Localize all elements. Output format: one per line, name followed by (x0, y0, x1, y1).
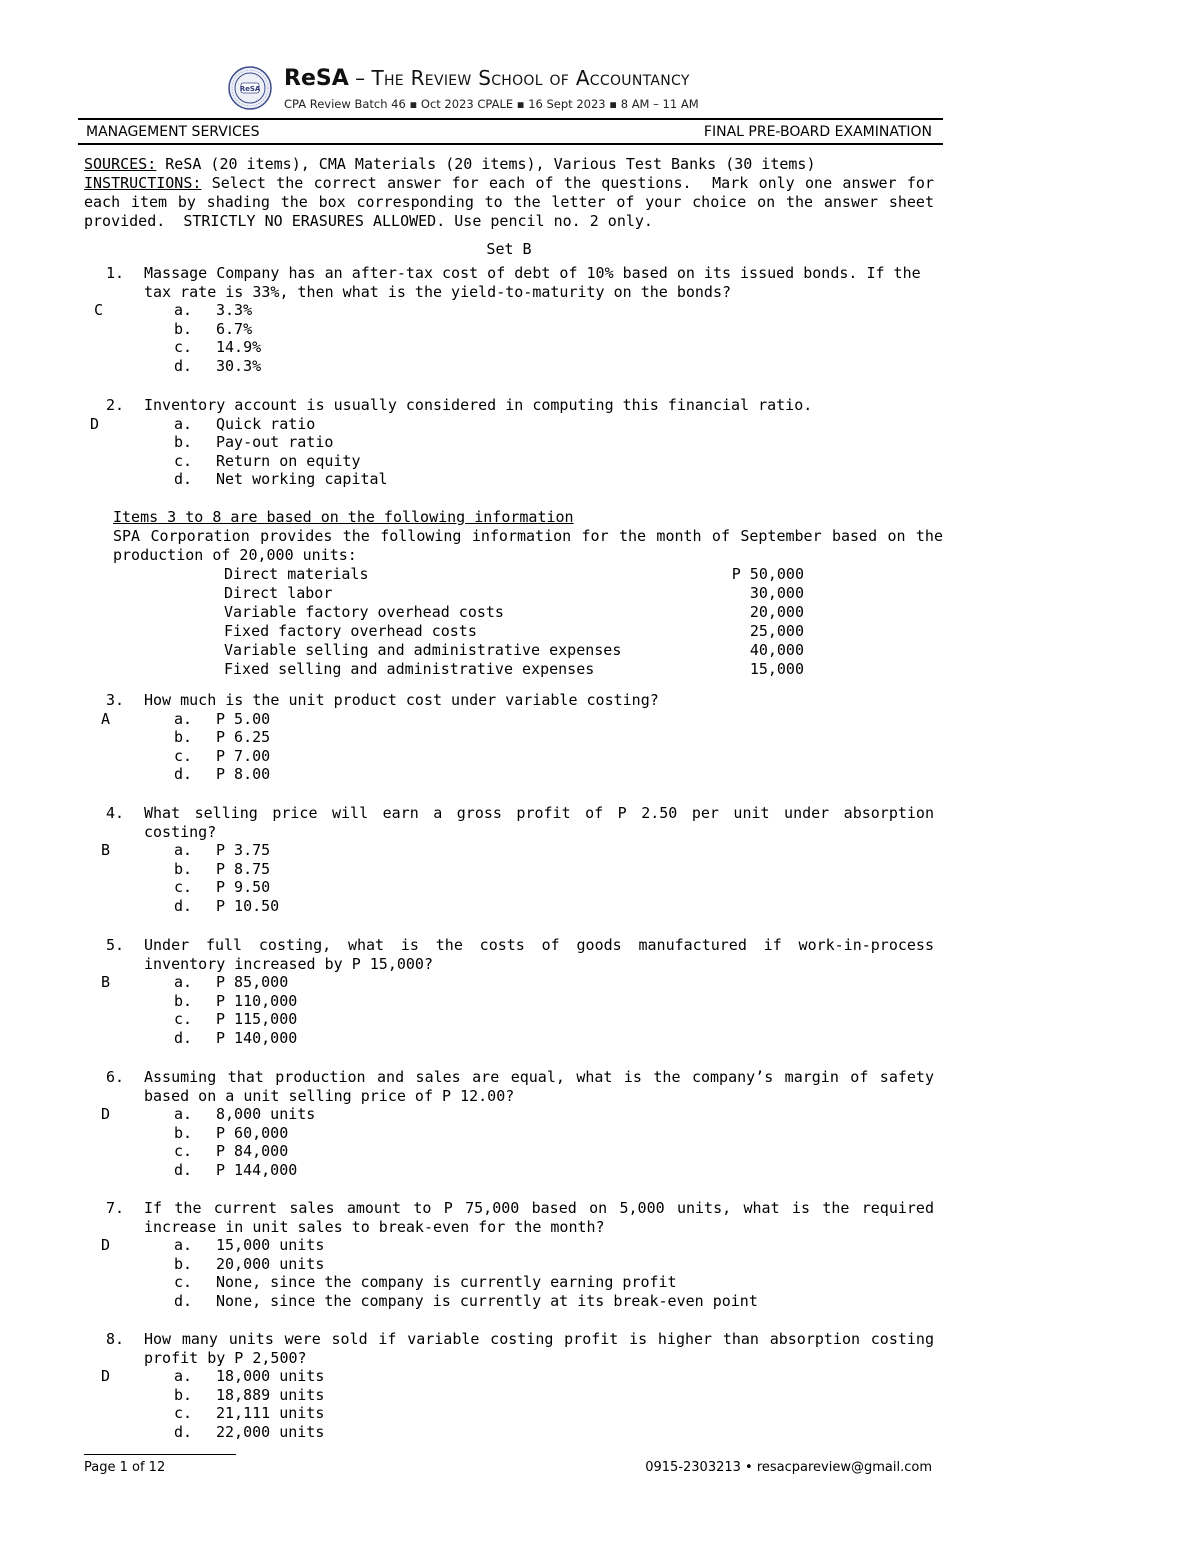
option-letter: b. (174, 319, 193, 338)
option-text: 30.3% (216, 356, 262, 375)
batch-line: CPA Review Batch 46 ▪ Oct 2023 CPALE ▪ 16 Sept 2023 ▪ 8 AM – 11 AM (284, 97, 699, 111)
option-letter: c. (174, 1404, 193, 1422)
option-text: 22,000 units (216, 1422, 325, 1441)
option-text: P 5.00 (216, 709, 271, 728)
cost-row (224, 641, 804, 660)
answer-key: B (101, 973, 111, 991)
question-5 (84, 936, 944, 1047)
option-text: None, since the company is currently at its break-even point (216, 1291, 758, 1310)
cost-value: 30,000 (749, 584, 804, 602)
option-letter: c. (174, 338, 193, 356)
option-letter: d. (174, 1291, 193, 1310)
option-letter: d. (174, 1422, 193, 1441)
option-letter: a. (174, 709, 193, 728)
option-letter: b. (174, 1123, 193, 1142)
brand-name: ReSA (284, 66, 349, 91)
option-text: P 7.00 (216, 746, 271, 765)
option-text: 20,000 units (216, 1254, 325, 1273)
cost-label: Variable selling and administrative expenses (224, 641, 622, 659)
instructions-paragraph (84, 174, 944, 231)
question-number: 5. (105, 936, 124, 954)
cost-label: Fixed selling and administrative expenses (224, 660, 595, 678)
option-text: P 6.25 (216, 728, 271, 746)
option-text: 8,000 units (216, 1105, 316, 1123)
exam-title: FINAL PRE-BOARD EXAMINATION (703, 124, 932, 140)
cost-table (224, 565, 804, 679)
option-letter: a. (174, 301, 193, 319)
cost-row (224, 565, 804, 584)
question-number: 3. (105, 691, 124, 709)
option-letter: b. (174, 433, 193, 451)
subject-title: MANAGEMENT SERVICES (86, 124, 260, 140)
question-number: 8. (105, 1330, 124, 1348)
option-letter: d. (174, 1160, 193, 1179)
cost-value: 20,000 (749, 603, 804, 621)
option-letter: a. (174, 1367, 193, 1385)
cost-label: Fixed factory overhead costs (224, 622, 477, 640)
header-bottom-rule (78, 143, 943, 145)
question-6 (84, 1068, 944, 1179)
option-text: 3.3% (216, 301, 253, 319)
info-title: Items 3 to 8 are based on the following information (113, 508, 574, 526)
option-letter: c. (174, 1273, 193, 1291)
option-letter: c. (174, 1142, 193, 1160)
school-full-name: The Review School of Accountancy (371, 66, 690, 90)
option-letter: d. (174, 896, 193, 915)
set-label: Set B (486, 240, 532, 258)
option-text: P 60,000 (216, 1123, 289, 1142)
question-number: 1. (105, 264, 124, 282)
option-letter: b. (174, 1254, 193, 1273)
contact-info: 0915-2303213 • resacpareview@gmail.com (645, 1460, 932, 1475)
info-text: SPA Corporation provides the following information for the month of September based on the production of 20,000 units: (113, 527, 943, 564)
option-text: Quick ratio (216, 414, 316, 433)
footer-rule (84, 1454, 236, 1455)
question-text: Massage Company has an after-tax cost of debt of 10% based on its issued bonds. If the tax rate is 33%, then what is the yield-to-maturity on the bonds? (144, 264, 921, 301)
option-letter: c. (174, 878, 193, 896)
question-4 (84, 804, 944, 915)
question-text: How much is the unit product cost under variable costing? (144, 691, 659, 709)
answer-key: D (101, 1236, 111, 1254)
header (0, 62, 1200, 114)
option-text: None, since the company is currently earning profit (216, 1273, 677, 1291)
page-number: Page 1 of 12 (84, 1460, 166, 1475)
answer-key: D (90, 414, 100, 433)
question-3 (84, 691, 944, 784)
question-1 (84, 264, 944, 375)
option-text: 14.9% (216, 338, 262, 356)
answer-key: D (101, 1367, 111, 1385)
cost-value: 15,000 (749, 660, 804, 678)
intro-block (84, 155, 944, 231)
answer-key: B (101, 841, 111, 859)
svg-text:ReSA: ReSA (239, 85, 261, 93)
option-text: Return on equity (216, 451, 361, 470)
option-letter: b. (174, 728, 193, 746)
option-letter: a. (174, 973, 193, 991)
question-number: 7. (105, 1199, 124, 1217)
option-text: P 10.50 (216, 896, 280, 915)
cost-label: Direct materials (224, 565, 369, 583)
answer-key: A (101, 709, 111, 728)
school-name: ReSA – The Review School of Accountancy (284, 66, 690, 91)
cost-row (224, 603, 804, 622)
question-text: If the current sales amount to P 75,000 based on 5,000 units, what is the required increase in unit sales to break-even for the month? (144, 1199, 934, 1236)
option-letter: a. (174, 1236, 193, 1254)
info-block (113, 508, 943, 565)
option-text: 21,111 units (216, 1404, 325, 1422)
sources-text: ReSA (20 items), CMA Materials (20 items), Various Test Banks (30 items) (156, 155, 816, 173)
option-letter: b. (174, 991, 193, 1010)
cost-value: 40,000 (749, 641, 804, 659)
option-text: P 8.75 (216, 859, 271, 878)
question-text: Assuming that production and sales are equal, what is the company’s margin of safety based on a unit selling price of P 12.00? (144, 1068, 934, 1105)
option-text: P 144,000 (216, 1160, 298, 1179)
answer-key: D (101, 1105, 111, 1123)
cost-row (224, 584, 804, 603)
option-text: P 110,000 (216, 991, 298, 1010)
school-seal-logo (228, 66, 272, 110)
question-text: How many units were sold if variable costing profit is higher than absorption costing profit by P 2,500? (144, 1330, 934, 1367)
option-letter: d. (174, 1028, 193, 1047)
option-text: 18,000 units (216, 1367, 325, 1385)
option-text: P 8.00 (216, 765, 271, 783)
sources-line (84, 155, 934, 174)
instructions-text: Select the correct answer for each of the questions. Mark only one answer for each item by shading the box corresponding to the letter of your choice on the answer sheet provided. STRICTLY NO ERASURES ALLOWED. Use pencil no. 2 only. (84, 174, 944, 230)
question-number: 2. (105, 396, 124, 414)
cost-label: Variable factory overhead costs (224, 603, 504, 621)
subject-bar (86, 124, 932, 140)
question-7 (84, 1199, 944, 1310)
question-number: 4. (105, 804, 124, 822)
option-text: P 9.50 (216, 878, 271, 896)
option-text: Net working capital (216, 470, 388, 488)
option-text: 6.7% (216, 319, 253, 338)
cost-row (224, 622, 804, 641)
option-text: Pay-out ratio (216, 433, 334, 451)
option-letter: c. (174, 1010, 193, 1028)
option-text: P 84,000 (216, 1142, 289, 1160)
answer-key: C (94, 301, 104, 319)
option-text: 15,000 units (216, 1236, 325, 1254)
question-text: What selling price will earn a gross profit of P 2.50 per unit under absorption costing? (144, 804, 934, 841)
cost-row (224, 660, 804, 679)
option-letter: a. (174, 841, 193, 859)
question-number: 6. (105, 1068, 124, 1086)
option-letter: d. (174, 765, 193, 783)
option-letter: b. (174, 1385, 193, 1404)
question-2 (84, 396, 944, 489)
header-top-rule (78, 118, 943, 120)
question-text: Under full costing, what is the costs of goods manufactured if work-in-process inventory increased by P 15,000? (144, 936, 934, 973)
option-letter: c. (174, 451, 193, 470)
option-letter: a. (174, 414, 193, 433)
option-letter: d. (174, 470, 193, 488)
cost-value: 25,000 (749, 622, 804, 640)
option-letter: a. (174, 1105, 193, 1123)
option-text: P 85,000 (216, 973, 289, 991)
option-letter: c. (174, 746, 193, 765)
instructions-label: INSTRUCTIONS: (84, 174, 202, 192)
option-text: 18,889 units (216, 1385, 325, 1404)
cost-value: P 50,000 (731, 565, 804, 583)
option-letter: b. (174, 859, 193, 878)
question-8 (84, 1330, 944, 1441)
option-text: P 140,000 (216, 1028, 298, 1047)
option-text: P 115,000 (216, 1010, 298, 1028)
sources-label: SOURCES: (84, 155, 157, 173)
option-text: P 3.75 (216, 841, 271, 859)
cost-label: Direct labor (224, 584, 333, 602)
question-text: Inventory account is usually considered in computing this financial ratio. (144, 396, 813, 414)
option-letter: d. (174, 356, 193, 375)
